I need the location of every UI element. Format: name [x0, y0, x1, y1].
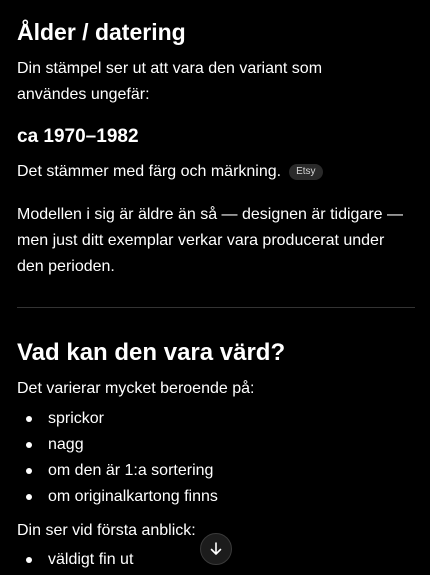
heading-value: Vad kan den vara värd? — [17, 339, 286, 366]
note-text: Det stämmer med färg och märkning. — [17, 163, 282, 180]
factors-list — [17, 406, 218, 510]
list-item: om den är 1:a sortering — [17, 458, 218, 484]
paragraph-intro: Din stämpel ser ut att vara den variant som användes ungefär: — [17, 60, 323, 103]
paragraph-note — [17, 159, 323, 185]
list-item: om originalkartong finns — [17, 484, 218, 510]
list-item: sprickor — [17, 406, 218, 432]
paragraph-factors-intro: Det varierar mycket beroende på: — [17, 380, 255, 397]
arrow-down-icon — [208, 541, 224, 557]
observations-list — [17, 547, 133, 573]
bullet-icon — [26, 468, 32, 474]
bullet-icon — [26, 557, 32, 563]
heading-period: ca 1970–1982 — [17, 126, 139, 147]
paragraph-body: Modellen i sig är äldre än så — designen är tidigare — men just ditt exemplar verkar vara producerat under den perioden. — [17, 206, 403, 275]
bullet-icon — [26, 494, 32, 500]
heading-age-dating: Ålder / datering — [17, 19, 186, 45]
paragraph-observation-intro: Din ser vid första anblick: — [17, 522, 196, 539]
bullet-icon — [26, 416, 32, 422]
bullet-icon — [26, 442, 32, 448]
section-divider — [17, 307, 415, 308]
list-item: nagg — [17, 432, 218, 458]
scroll-down-button[interactable] — [200, 533, 232, 565]
source-badge-etsy[interactable]: Etsy — [289, 164, 322, 180]
list-item: väldigt fin ut — [17, 547, 133, 573]
